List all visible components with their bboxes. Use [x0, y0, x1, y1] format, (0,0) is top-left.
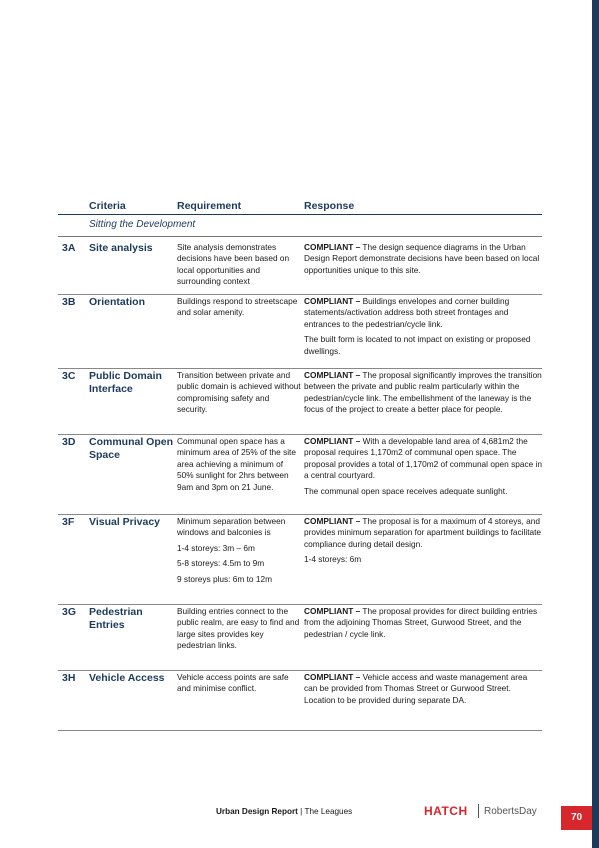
row-response — [304, 242, 542, 280]
table-row — [58, 436, 542, 516]
requirement-text: Building entries connect to the public realm, are easy to find and large sites provides key pedestrian links. — [177, 606, 300, 651]
row-requirement — [177, 672, 301, 699]
response-text: The proposal significantly improves the transition between the private and public realm particularly within the pedestrian/cycle link. The embellishment of the laneway is the focus of the project to create a better place for people. — [304, 370, 542, 415]
response-text: With a developable land area of 4,681m2 the proposal requires 1,170m2 of communal open space. The proposal provides a total of 1,170m2 of communal open space in a central courtyard. — [304, 436, 542, 481]
requirement-text: Buildings respond to streetscape and solar amenity. — [177, 296, 298, 318]
row-requirement — [177, 606, 301, 656]
response-text: Buildings envelopes and corner building statements/activation address both street frontages and entrances to the pedestrian/cycle link. — [304, 296, 510, 329]
row-requirement — [177, 516, 301, 589]
row-criteria: Visual Privacy — [89, 516, 161, 528]
row-divider — [58, 514, 542, 515]
response-paragraph — [304, 486, 542, 497]
compliance-status: COMPLIANT – — [304, 436, 361, 446]
table-row — [58, 516, 542, 606]
response-paragraph — [304, 516, 542, 550]
row-response — [304, 672, 542, 710]
logo-divider — [478, 804, 479, 818]
response-paragraph — [304, 370, 542, 416]
header-divider — [58, 214, 542, 215]
requirement-text: 5-8 storeys: 4.5m to 9m — [177, 558, 265, 569]
footer-separator: | — [300, 807, 303, 816]
requirement-text: Communal open space has a minimum area of 25% of the site area achieving a minimum of 50% sunlight for 2hrs between 9am and 3pm on 21 June. — [177, 436, 296, 492]
compliance-status: COMPLIANT – — [304, 296, 361, 306]
row-code: 3A — [62, 242, 76, 254]
table-row — [58, 606, 542, 672]
header-criteria: Criteria — [89, 200, 126, 212]
response-paragraph — [304, 334, 542, 357]
compliance-status: COMPLIANT – — [304, 516, 361, 526]
row-requirement — [177, 296, 301, 323]
table-row — [58, 672, 542, 732]
row-response — [304, 606, 542, 644]
robertsday-logo: RobertsDay — [484, 806, 537, 817]
requirement-text: Vehicle access points are safe and minimise conflict. — [177, 672, 289, 694]
response-paragraph — [304, 554, 542, 565]
row-divider — [58, 730, 542, 731]
response-text: 1-4 storeys: 6m — [304, 554, 362, 565]
response-paragraph — [304, 296, 542, 330]
response-text: Vehicle access and waste management area can be provided from Thomas Street or Gurwood Street. Location to be provided during separate DA. — [304, 672, 528, 705]
header-requirement: Requirement — [177, 200, 242, 212]
table-row — [58, 296, 542, 370]
row-response — [304, 516, 542, 570]
hatch-logo: HATCH — [424, 804, 468, 818]
compliance-status: COMPLIANT – — [304, 606, 361, 616]
row-criteria: Pedestrian Entries — [89, 606, 143, 631]
row-requirement — [177, 370, 301, 420]
row-code: 3H — [62, 672, 76, 684]
header-response: Response — [304, 200, 355, 212]
response-text: The proposal is for a maximum of 4 storeys, and provides minimum separation for apartment buildings to facilitate compliance during detail design. — [304, 516, 542, 549]
compliance-status: COMPLIANT – — [304, 370, 361, 380]
row-divider — [58, 670, 542, 671]
row-divider — [58, 294, 542, 295]
row-requirement — [177, 242, 301, 292]
row-response — [304, 436, 542, 501]
response-paragraph — [304, 606, 542, 640]
compliance-status: COMPLIANT – — [304, 672, 361, 682]
row-divider — [58, 434, 542, 435]
requirement-text: 9 storeys plus: 6m to 12m — [177, 573, 272, 584]
row-requirement — [177, 436, 301, 497]
requirement-text: Site analysis demonstrates decisions have been based on local opportunities and surrounding context — [177, 242, 290, 287]
page-number: 70 — [561, 806, 592, 830]
footer-project: The Leagues — [304, 807, 353, 816]
compliance-status: COMPLIANT – — [304, 242, 361, 252]
response-text: The design sequence diagrams in the Urban Design Report demonstrate decisions have been based on local opportunities unique to this site. — [304, 242, 540, 275]
subsection-divider — [58, 236, 542, 237]
response-paragraph — [304, 436, 542, 482]
response-text: The communal open space receives adequate sunlight. — [304, 485, 508, 496]
row-criteria: Vehicle Access — [89, 672, 165, 684]
table-row — [58, 370, 542, 436]
row-divider — [58, 604, 542, 605]
row-code: 3F — [62, 516, 75, 528]
response-text: The built form is located to not impact on existing or proposed dwellings. — [304, 334, 531, 356]
table-row — [58, 242, 542, 296]
row-code: 3C — [62, 370, 76, 382]
row-code: 3B — [62, 296, 76, 308]
row-code: 3D — [62, 436, 76, 448]
response-paragraph — [304, 242, 542, 276]
row-criteria: Orientation — [89, 296, 146, 308]
response-paragraph — [304, 672, 542, 706]
row-code: 3G — [62, 606, 77, 618]
requirement-text: 1-4 storeys: 3m – 6m — [177, 542, 255, 553]
footer — [216, 807, 352, 816]
page-edge-bar — [592, 0, 599, 848]
row-criteria: Public Domain Interface — [89, 370, 162, 395]
requirement-text: Transition between private and public domain is achieved without compromising safety and security. — [177, 370, 301, 415]
requirement-text: Minimum separation between windows and balconies is — [177, 516, 286, 538]
row-divider — [58, 368, 542, 369]
subsection-title: Sitting the Development — [89, 219, 196, 230]
row-response — [304, 370, 542, 420]
response-text: The proposal provides for direct building entries from the adjoining Thomas Street, Gurwood Street, and the pedestrian / cycle link. — [304, 606, 538, 639]
row-response — [304, 296, 542, 361]
row-criteria: Communal Open Space — [89, 436, 174, 461]
footer-report-title: Urban Design Report — [216, 807, 298, 816]
row-criteria: Site analysis — [89, 242, 153, 254]
